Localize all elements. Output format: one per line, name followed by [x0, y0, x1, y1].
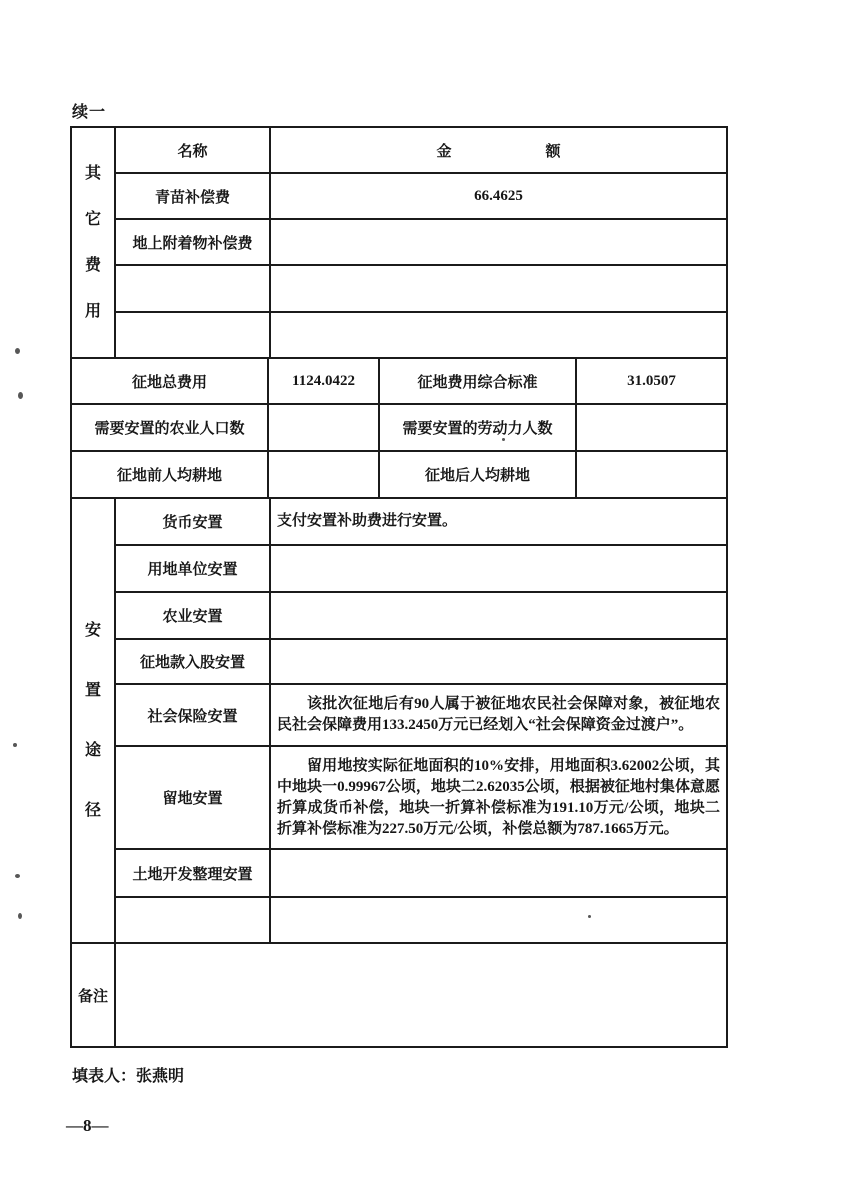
table-row — [116, 640, 726, 685]
table-row — [116, 499, 726, 546]
vertical-label-char: 其 — [84, 165, 101, 182]
table-row — [116, 546, 726, 593]
scan-artifact — [18, 913, 22, 919]
vertical-label-char: 途 — [84, 742, 101, 759]
fee-name-cell: 地上附着物补偿费 — [116, 220, 271, 264]
labor-count-value — [577, 405, 726, 450]
scan-artifact — [15, 348, 20, 354]
farmland-after-value — [577, 452, 726, 497]
fee-amount-header-cell — [271, 128, 726, 172]
composite-standard-label: 征地费用综合标准 — [380, 359, 577, 403]
reserved-land-resettlement-label: 留地安置 — [116, 747, 271, 848]
scan-artifact — [13, 743, 17, 747]
monetary-resettlement-label: 货币安置 — [116, 499, 271, 544]
summary-section — [72, 359, 726, 499]
other-fees-vertical-label — [72, 128, 116, 357]
vertical-label-char: 径 — [84, 802, 101, 819]
vertical-label-char: 用 — [84, 303, 101, 320]
page-number: —8— — [66, 1116, 109, 1135]
empty-resettlement-content — [271, 898, 726, 942]
land-development-resettlement-content — [271, 850, 726, 896]
scan-artifact — [588, 915, 591, 918]
vertical-label-char: 置 — [84, 682, 101, 699]
table-row — [72, 359, 726, 405]
fee-name-header: 名称 — [116, 128, 271, 172]
other-fees-rows — [116, 128, 726, 357]
vertical-label-char: 安 — [84, 622, 101, 639]
farmland-before-label: 征地前人均耕地 — [72, 452, 269, 497]
table-row — [72, 405, 726, 452]
reserved-land-resettlement-content: 留用地按实际征地面积的10%安排，用地面积3.62002公顷，其中地块一0.99967公顷，地块二2.62035公顷，根据被征地村集体意愿折算成货币补偿，地块一折算补偿标准为191.10万元/公顷，地块二折算补偿标准为227.50万元/公顷，补偿总额为787.1665万元。 — [277, 757, 720, 837]
table-row — [116, 313, 726, 357]
land-user-resettlement-label: 用地单位安置 — [116, 546, 271, 591]
land-development-resettlement-label: 土地开发整理安置 — [116, 850, 271, 896]
remarks-label: 备注 — [72, 944, 116, 1046]
fee-name-cell — [116, 266, 271, 311]
fee-amount-cell — [271, 220, 726, 264]
remarks-content — [116, 944, 726, 1046]
farmland-before-value — [269, 452, 380, 497]
monetary-resettlement-content: 支付安置补助费进行安置。 — [277, 513, 458, 529]
agricultural-resettlement-content — [271, 593, 726, 638]
fee-name-cell: 青苗补偿费 — [116, 174, 271, 218]
social-insurance-resettlement-label: 社会保险安置 — [116, 685, 271, 745]
agri-population-value — [269, 405, 380, 450]
table-row — [116, 747, 726, 850]
agricultural-resettlement-label: 农业安置 — [116, 593, 271, 638]
table-row — [116, 685, 726, 747]
table-row — [116, 174, 726, 220]
fee-amount-cell: 66.4625 — [474, 187, 523, 204]
fee-amount-cell — [271, 313, 726, 357]
fee-name-cell — [116, 313, 271, 357]
resettlement-vertical-label — [72, 499, 116, 942]
table-row — [72, 452, 726, 497]
total-cost-label: 征地总费用 — [72, 359, 269, 403]
social-insurance-resettlement-content: 该批次征地后有90人属于被征地农民社会保障对象，被征地农民社会保障费用133.2450万元已经划入“社会保障资金过渡户”。 — [277, 696, 720, 733]
vertical-label-char: 费 — [84, 257, 101, 274]
fee-amount-header: 金额 — [436, 143, 561, 160]
table-row — [116, 266, 726, 313]
table-row — [116, 898, 726, 942]
scan-artifact — [502, 438, 505, 441]
vertical-label-char: 它 — [84, 211, 101, 228]
fee-amount-cell — [271, 266, 726, 311]
agri-population-label: 需要安置的农业人口数 — [72, 405, 269, 450]
labor-count-label: 需要安置的劳动力人数 — [380, 405, 577, 450]
table-row — [116, 593, 726, 640]
other-fees-section — [72, 128, 726, 359]
scan-artifact — [18, 392, 23, 399]
equity-resettlement-label: 征地款入股安置 — [116, 640, 271, 683]
composite-standard-value: 31.0507 — [627, 372, 676, 389]
equity-resettlement-content — [271, 640, 726, 683]
preparer-line: 填表人：张燕明 — [72, 1068, 185, 1085]
land-user-resettlement-content — [271, 546, 726, 591]
table-row — [116, 220, 726, 266]
remarks-section — [72, 944, 726, 1046]
farmland-after-label: 征地后人均耕地 — [380, 452, 577, 497]
table-row — [116, 850, 726, 898]
scan-artifact — [15, 874, 20, 878]
total-cost-value: 1124.0422 — [269, 359, 380, 403]
land-requisition-form-table — [70, 126, 728, 1048]
empty-resettlement-label — [116, 898, 271, 942]
table-row — [116, 128, 726, 174]
resettlement-rows — [116, 499, 726, 942]
resettlement-section — [72, 499, 726, 944]
continuation-label: 续一 — [72, 104, 107, 121]
